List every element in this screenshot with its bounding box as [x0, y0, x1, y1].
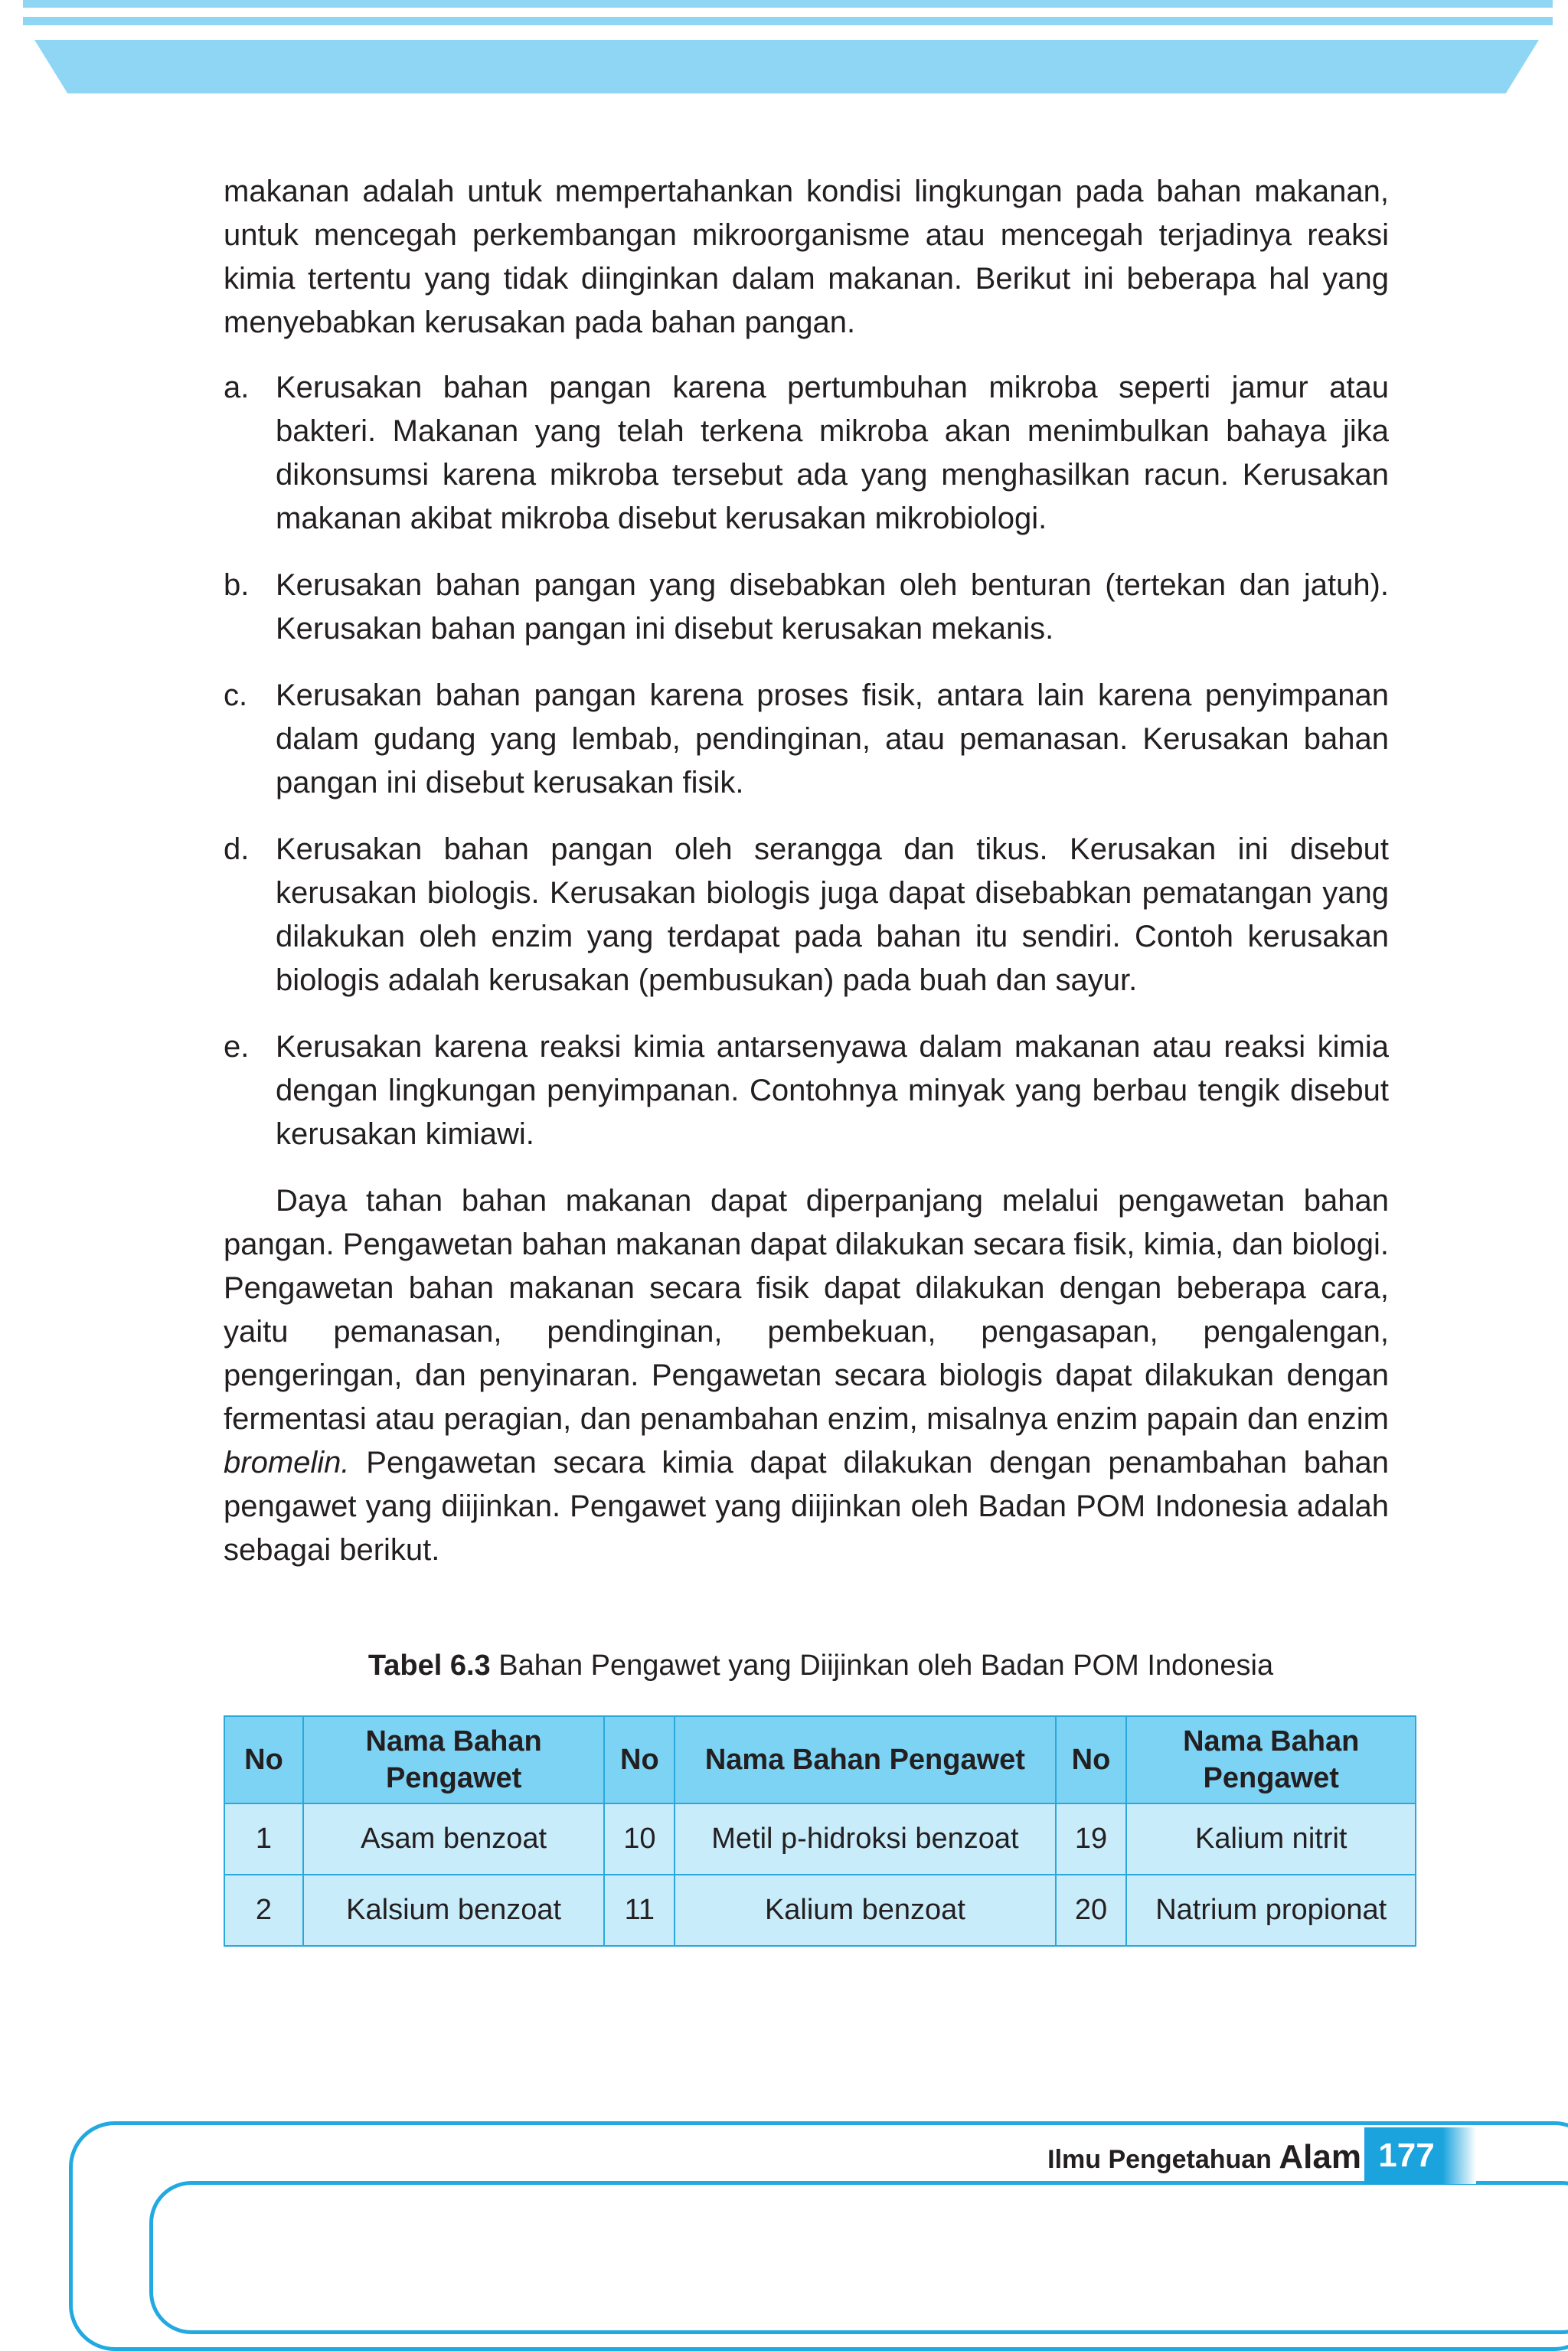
list-item [224, 366, 1389, 541]
table-header-cell: Nama Bahan Pengawet [303, 1716, 604, 1803]
closing-text-part2: Pengawetan secara kimia dapat dilakukan dengan penambahan bahan pengawet yang diijinkan. Pengawet yang diijinkan oleh Badan POM Indonesia adalah sebagai berikut. [224, 1446, 1389, 1567]
table-cell: Kalium benzoat [675, 1875, 1055, 1946]
table-cell: Metil p-hidroksi benzoat [675, 1803, 1055, 1875]
list-marker: c. [224, 678, 248, 712]
table-header-row [224, 1716, 1416, 1803]
table-cell: 2 [224, 1875, 303, 1946]
intro-paragraph: makanan adalah untuk mempertahankan kondisi lingkungan pada bahan makanan, untuk mencegah perkembangan mikroorganisme atau mencegah terjadinya reaksi kimia tertentu yang tidak diinginkan dalam makanan. Berikut ini beberapa hal yang menyebabkan kerusakan pada bahan pangan. [224, 175, 1389, 339]
table-cell: 20 [1056, 1875, 1127, 1946]
table-header-cell: No [604, 1716, 675, 1803]
header-stripe-top [23, 0, 1553, 8]
footer-subject-text: Ilmu Pengetahuan [1047, 2145, 1272, 2174]
list-item-text: Kerusakan bahan pangan karena pertumbuhan mikroba seperti jamur atau bakteri. Makanan yang telah terkena mikroba akan menimbulkan bahaya jika dikonsumsi karena mikroba tersebut ada yang menghasilkan racun. Kerusakan makanan akibat mikroba disebut kerusakan mikrobiologi. [276, 371, 1389, 535]
table-row [224, 1875, 1416, 1946]
list-item-text: Kerusakan bahan pangan karena proses fisik, antara lain karena penyimpanan dalam gudang yang lembab, pendinginan, atau pemanasan. Kerusakan bahan pangan ini disebut kerusakan fisik. [276, 678, 1389, 799]
table-header-cell: No [1056, 1716, 1127, 1803]
page-content [224, 170, 1389, 1572]
table-cell: Natrium propionat [1126, 1875, 1416, 1946]
list-marker: e. [224, 1030, 250, 1064]
table-row [224, 1803, 1416, 1875]
closing-paragraph [224, 1179, 1389, 1572]
list-marker: d. [224, 832, 250, 866]
closing-text-part1: Daya tahan bahan makanan dapat diperpanjang melalui pengawetan bahan pangan. Pengawetan bahan makanan dapat dilakukan secara fisik, kimia, dan biologi. Pengawetan bahan makanan secara fisik dapat dilakukan dengan beberapa cara, yaitu pemanasan, pendinginan, pembekuan, pengasapan, pengalengan, pengeringan, dan penyinaran. Pengawetan secara biologis dapat dilakukan dengan fermentasi atau peragian, dan penambahan enzim, misalnya enzim papain dan enzim [224, 1184, 1389, 1436]
list-item [224, 1025, 1389, 1156]
table-cell: Kalsium benzoat [303, 1875, 604, 1946]
table-cell: 11 [604, 1875, 675, 1946]
table-header-cell: Nama Bahan Pengawet [1126, 1716, 1416, 1803]
closing-italic-term: bromelin. [224, 1446, 350, 1480]
header-stripe-middle [23, 17, 1553, 25]
table-cell: 19 [1056, 1803, 1127, 1875]
list-item [224, 828, 1389, 1002]
table-caption [224, 1646, 1418, 1685]
footer-subject-emphasis: Alam [1279, 2138, 1361, 2176]
table-caption-label: Tabel 6.3 [368, 1650, 491, 1682]
footer-inner-frame [149, 2181, 1568, 2334]
list-item-text: Kerusakan bahan pangan yang disebabkan oleh benturan (tertekan dan jatuh). Kerusakan bahan pangan ini disebut kerusakan mekanis. [276, 568, 1389, 646]
preservative-table [224, 1715, 1416, 1947]
list-item [224, 564, 1389, 651]
table-cell: Asam benzoat [303, 1803, 604, 1875]
page-number: 177 [1378, 2137, 1435, 2174]
table-caption-text: Bahan Pengawet yang Diijinkan oleh Badan POM Indonesia [490, 1650, 1274, 1682]
table-header-cell: Nama Bahan Pengawet [675, 1716, 1055, 1803]
table-cell: Kalium nitrit [1126, 1803, 1416, 1875]
table-cell: 1 [224, 1803, 303, 1875]
damage-list [224, 366, 1389, 1156]
table-cell: 10 [604, 1803, 675, 1875]
list-item-text: Kerusakan karena reaksi kimia antarsenyawa dalam makanan atau reaksi kimia dengan lingkungan penyimpanan. Contohnya minyak yang berbau tengik disebut kerusakan kimiawi. [276, 1030, 1389, 1151]
list-item-text: Kerusakan bahan pangan oleh serangga dan tikus. Kerusakan ini disebut kerusakan biologis. Kerusakan biologis juga dapat disebabkan pematangan yang dilakukan oleh enzim yang terdapat pada bahan itu sendiri. Contoh kerusakan biologis adalah kerusakan (pembusukan) pada buah dan sayur. [276, 832, 1389, 997]
header-band [34, 40, 1539, 93]
footer-subject [1047, 2130, 1361, 2184]
list-item [224, 674, 1389, 805]
list-marker: b. [224, 568, 250, 602]
table-header-cell: No [224, 1716, 303, 1803]
list-marker: a. [224, 371, 250, 404]
